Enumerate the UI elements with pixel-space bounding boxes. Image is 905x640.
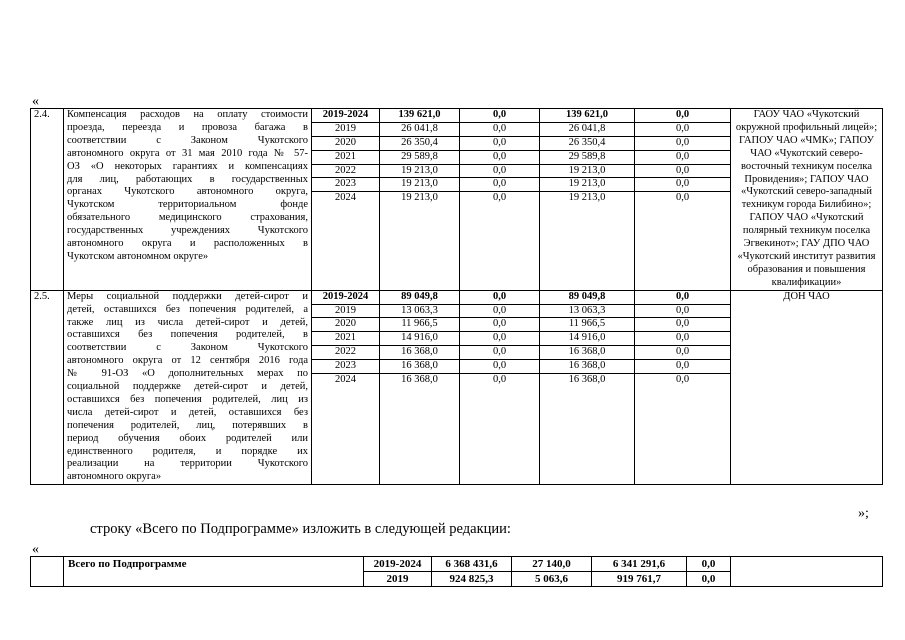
description-line: реализации на территории Чукотского	[67, 458, 308, 470]
description-line: попечения родителей, лиц, потерявших в	[67, 419, 308, 431]
regional-value: 139 621,0	[540, 109, 634, 123]
summary-year: 2019-2024	[364, 557, 432, 572]
federal-value: 0,0	[460, 151, 539, 165]
regional-value: 89 049,8	[540, 291, 634, 305]
other-value: 0,0	[635, 360, 730, 374]
other-value: 0,0	[635, 178, 730, 192]
column-total	[380, 290, 460, 485]
summary-total: 6 368 431,6	[432, 557, 512, 572]
description-line: автономного округа и расположенных в	[67, 238, 308, 250]
executor-cell	[731, 290, 883, 485]
other-value: 0,0	[635, 165, 730, 179]
federal-value: 0,0	[460, 109, 539, 123]
years-value: 2019	[312, 123, 379, 137]
summary-row-total	[31, 557, 883, 572]
measure-description	[64, 109, 312, 291]
years-value: 2019-2024	[312, 291, 379, 305]
summary-federal: 27 140,0	[512, 557, 592, 572]
description-line: органах Чукотского автономного округа,	[67, 186, 308, 198]
column-total	[380, 109, 460, 291]
column-other	[635, 290, 731, 485]
executor-line: ЧАО «Чукотский северо-	[750, 147, 863, 159]
years-value: 2021	[312, 332, 379, 346]
instruction-paragraph: строку «Всего по Подпрограмме» изложить в следующей редакции:	[90, 521, 511, 537]
years-value: 2020	[312, 137, 379, 151]
measure-row	[31, 290, 883, 485]
executor-line: ГАПОУ ЧАО «ЧМК»; ГАПОУ	[739, 134, 874, 146]
other-value: 0,0	[635, 109, 730, 123]
column-regional	[540, 290, 635, 485]
quote-close: »;	[858, 506, 869, 521]
description-line: проезда, переезда и провоза багажа в	[67, 121, 308, 133]
description-line: Чукотском территориальном фонде	[67, 199, 308, 211]
regional-value: 26 041,8	[540, 123, 634, 137]
column-regional	[540, 109, 635, 291]
regional-value: 19 213,0	[568, 192, 606, 204]
summary-exec-cell	[731, 557, 883, 587]
federal-value: 0,0	[460, 137, 539, 151]
executor-line: Эгвекинот»; ГАУ ДПО ЧАО	[743, 238, 870, 250]
total-value: 19 213,0	[380, 165, 459, 179]
regional-value: 16 368,0	[540, 346, 634, 360]
regional-value: 11 966,5	[540, 318, 634, 332]
executor-cell	[731, 109, 883, 291]
description-line: социальной поддержке детей-сирот и детей,	[67, 381, 308, 393]
total-value: 13 063,3	[380, 305, 459, 319]
years-value: 2024	[335, 192, 356, 204]
regional-value: 16 368,0	[540, 360, 634, 374]
executor-line: ДОН ЧАО	[783, 290, 830, 302]
federal-value: 0,0	[492, 192, 507, 204]
summary-regional: 919 761,7	[592, 572, 687, 587]
federal-value: 0,0	[460, 305, 539, 319]
executor-line: «Чукотский институт развития	[737, 250, 876, 262]
federal-value: 0,0	[460, 332, 539, 346]
years-value: 2021	[312, 151, 379, 165]
total-value: 16 368,0	[401, 374, 438, 386]
summary-table	[30, 556, 883, 587]
executor-line: образования и повышения	[747, 263, 866, 275]
column-years	[312, 290, 380, 485]
quote-open-1: «	[32, 94, 39, 109]
regional-value: 29 589,8	[540, 151, 634, 165]
summary-total: 924 825,3	[432, 572, 512, 587]
executor-line: ГАПОУ ЧАО «Чукотский	[749, 212, 864, 224]
description-line: для лиц, работающих в государственных	[67, 173, 308, 185]
other-value: 0,0	[635, 346, 730, 360]
regional-value: 13 063,3	[540, 305, 634, 319]
description-line: детей, оставшихся без попечения родителей, а	[67, 303, 308, 315]
other-value: 0,0	[675, 192, 690, 204]
federal-value: 0,0	[460, 165, 539, 179]
description-line: Компенсация расходов на оплату стоимости	[67, 109, 308, 120]
years-value: 2024	[335, 374, 356, 386]
years-value: 2022	[312, 346, 379, 360]
federal-value: 0,0	[460, 346, 539, 360]
total-value: 16 368,0	[380, 346, 459, 360]
other-value: 0,0	[635, 137, 730, 151]
measure-number: 2.5.	[31, 290, 64, 485]
description-line: Меры социальной поддержки детей-сирот и	[67, 290, 308, 302]
executor-line: Провидения»; ГАПОУ ЧАО	[744, 173, 869, 185]
years-value: 2020	[312, 318, 379, 332]
description-line: оставшихся без попечения родителей, лиц из	[67, 393, 308, 405]
total-value: 11 966,5	[380, 318, 459, 332]
years-value: 2023	[312, 178, 379, 192]
summary-num-cell	[31, 557, 64, 587]
executor-line: техникум города Билибино»;	[741, 199, 872, 211]
summary-regional: 6 341 291,6	[592, 557, 687, 572]
regional-value: 14 916,0	[540, 332, 634, 346]
summary-other: 0,0	[687, 557, 731, 572]
regional-value: 16 368,0	[568, 374, 606, 386]
description-line: государственных учреждениях Чукотского	[67, 225, 308, 237]
executor-line: окружной профильный лицей»;	[735, 121, 878, 133]
total-value: 139 621,0	[380, 109, 459, 123]
federal-value: 0,0	[460, 123, 539, 137]
years-value: 2019	[312, 305, 379, 319]
summary-label: Всего по Подпрограмме	[64, 557, 364, 587]
description-line: соответствии с Законом Чукотского	[67, 134, 308, 146]
summary-other: 0,0	[687, 572, 731, 587]
total-value: 19 213,0	[380, 178, 459, 192]
total-value: 29 589,8	[380, 151, 459, 165]
description-line: оставшихся без попечения родителей, в	[67, 329, 308, 341]
measure-row	[31, 109, 883, 291]
description-line: также лиц из числа детей-сирот и детей,	[67, 316, 308, 328]
executor-line: полярный техникум поселка	[742, 225, 871, 237]
federal-value: 0,0	[460, 291, 539, 305]
subprogram-table	[30, 108, 883, 485]
years-value: 2022	[312, 165, 379, 179]
executor-line: «Чукотский северо-западный	[741, 186, 872, 198]
total-value: 89 049,8	[380, 291, 459, 305]
description-line: ОЗ «О некоторых гарантиях и компенсациях	[67, 160, 308, 172]
total-value: 16 368,0	[380, 360, 459, 374]
regional-value: 19 213,0	[540, 165, 634, 179]
measure-number: 2.4.	[31, 109, 64, 291]
federal-value: 0,0	[460, 360, 539, 374]
description-line: числа детей-сирот и детей, оставшихся без	[67, 406, 308, 418]
column-years	[312, 109, 380, 291]
column-federal	[460, 290, 540, 485]
description-line: единственного родителя, и порядке их	[67, 445, 308, 457]
description-line: соответствии с Законом Чукотского	[67, 342, 308, 354]
description-line: № 91-ОЗ «О дополнительных мерах по	[67, 368, 308, 380]
federal-value: 0,0	[492, 374, 507, 386]
description-line: обязательного медицинского страхования,	[67, 212, 308, 224]
regional-value: 26 350,4	[540, 137, 634, 151]
executor-line: квалификации»	[771, 276, 842, 288]
description-line: автономного округа от 12 сентября 2016 года	[67, 355, 308, 367]
years-value: 2019-2024	[312, 109, 379, 123]
executor-line: ГАОУ ЧАО «Чукотский	[753, 109, 860, 120]
column-federal	[460, 109, 540, 291]
other-value: 0,0	[675, 374, 690, 386]
summary-federal: 5 063,6	[512, 572, 592, 587]
column-other	[635, 109, 731, 291]
total-value: 26 041,8	[380, 123, 459, 137]
other-value: 0,0	[635, 151, 730, 165]
quote-open-2: «	[32, 542, 39, 557]
other-value: 0,0	[635, 291, 730, 305]
years-value: 2023	[312, 360, 379, 374]
other-value: 0,0	[635, 123, 730, 137]
federal-value: 0,0	[460, 318, 539, 332]
total-value: 19 213,0	[401, 192, 438, 204]
summary-year: 2019	[364, 572, 432, 587]
other-value: 0,0	[635, 318, 730, 332]
other-value: 0,0	[635, 305, 730, 319]
federal-value: 0,0	[460, 178, 539, 192]
measure-description	[64, 290, 312, 485]
executor-line: восточный техникум поселка	[740, 160, 873, 172]
other-value: 0,0	[635, 332, 730, 346]
total-value: 14 916,0	[380, 332, 459, 346]
description-line: автономного округа от 31 мая 2010 года № 57-	[67, 147, 308, 159]
description-line: Чукотском автономном округе»	[67, 250, 209, 262]
total-value: 26 350,4	[380, 137, 459, 151]
description-line: период обучения обоих родителей или	[67, 432, 308, 444]
regional-value: 19 213,0	[540, 178, 634, 192]
description-line: автономного округа»	[67, 471, 162, 483]
